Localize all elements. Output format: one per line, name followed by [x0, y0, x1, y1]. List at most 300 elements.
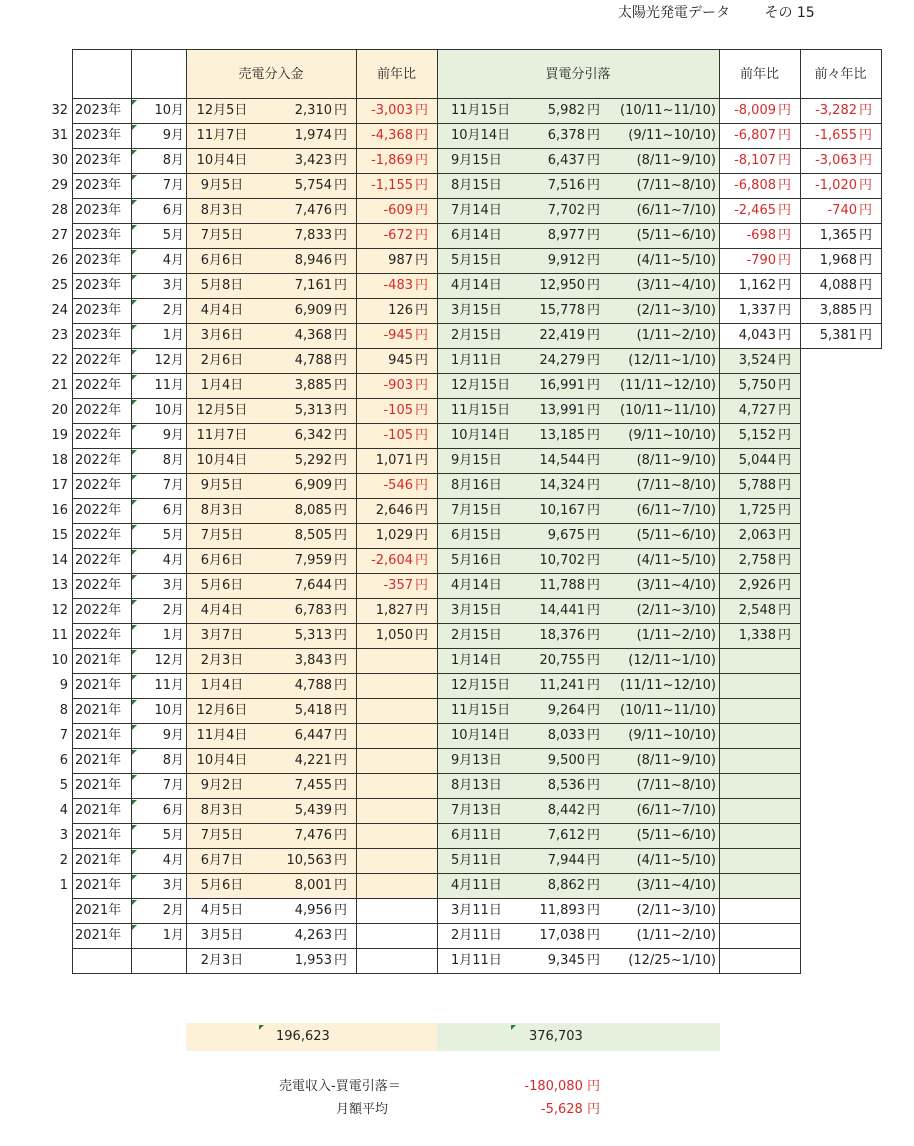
buy-date: 10月14日: [451, 728, 511, 743]
buy-period: (8/11~9/10): [636, 453, 716, 468]
buy-unit: 円: [587, 678, 601, 693]
month-label: 2月: [162, 303, 184, 318]
row-index: 2: [59, 853, 68, 868]
sell-date: 6月6日: [200, 253, 244, 268]
sell-amount: 5,292: [294, 453, 332, 468]
buy-period: (7/11~8/10): [636, 778, 716, 793]
sell-yoy-value: -4,368: [371, 128, 413, 143]
buy-yoy-cell: [719, 648, 801, 674]
buy-amount: 17,038: [539, 928, 585, 943]
buy-yoy-unit: 円: [778, 628, 792, 643]
buy-amount: 22,419: [539, 328, 585, 343]
sell-amount: 7,161: [294, 278, 332, 293]
buy-amount: 10,167: [539, 503, 585, 518]
buy-period: (2/11~3/10): [636, 903, 716, 918]
row-index: 8: [59, 703, 68, 718]
sell-date: 10月4日: [196, 453, 248, 468]
buy-yoy-value: 1,337: [738, 303, 776, 318]
buy-period: (10/11~11/10): [620, 103, 716, 118]
year-label: 2021年: [75, 753, 122, 768]
buy-amount: 9,675: [547, 528, 585, 543]
sell-amount: 5,439: [294, 803, 332, 818]
sell-unit: 円: [334, 503, 348, 518]
buy-date: 3月15日: [451, 303, 502, 318]
sell-yoy-value: -1,869: [371, 153, 413, 168]
buy-unit: 円: [587, 603, 601, 618]
sell-unit: 円: [334, 728, 348, 743]
buy-unit: 円: [587, 803, 601, 818]
buy-date: 12月15日: [451, 378, 511, 393]
month-label: 11月: [154, 378, 184, 393]
header-buy-yoy-label: 前年比: [739, 67, 779, 82]
diff-label: 売電収入-買電引落＝: [279, 1079, 401, 1094]
row-index: 30: [51, 153, 68, 168]
sell-unit: 円: [334, 228, 348, 243]
sell-amount: 4,221: [294, 753, 332, 768]
buy-amount: 9,912: [547, 253, 585, 268]
buy-unit: 円: [587, 553, 601, 568]
buy-amount: 9,345: [547, 953, 585, 968]
buy-yoy-unit: 円: [778, 203, 792, 218]
sell-amount: 8,085: [294, 503, 332, 518]
sell-amount: 1,953: [294, 953, 332, 968]
buy-period: (3/11~4/10): [636, 278, 716, 293]
buy-yoy-unit: 円: [778, 353, 792, 368]
sell-amount: 3,885: [294, 378, 332, 393]
month-label: 1月: [162, 928, 184, 943]
buy-yoy-unit: 円: [778, 403, 792, 418]
buy-unit: 円: [587, 353, 601, 368]
sell-yoy-unit: 円: [415, 178, 429, 193]
buy-period: (8/11~9/10): [636, 153, 716, 168]
buy-period: (6/11~7/10): [636, 803, 716, 818]
buy-date: 12月15日: [451, 678, 511, 693]
sell-date: 8月3日: [200, 503, 244, 518]
sell-date: 5月6日: [200, 578, 244, 593]
buy-unit: 円: [587, 153, 601, 168]
header-buy-yoy2-label: 前々年比: [814, 67, 867, 82]
sell-amount: 10,563: [286, 853, 332, 868]
row-index: 20: [51, 403, 68, 418]
diff-value: -180,080 円: [524, 1079, 600, 1094]
sell-yoy-value: 1,071: [375, 453, 413, 468]
sell-date: 7月5日: [200, 528, 244, 543]
sell-date: 8月3日: [200, 803, 244, 818]
sell-yoy-unit: 円: [415, 603, 429, 618]
buy-yoy2-value: 1,365: [819, 228, 857, 243]
row-index: 23: [51, 328, 68, 343]
year-label: 2023年: [75, 328, 122, 343]
sell-yoy-unit: 円: [415, 503, 429, 518]
buy-yoy-value: 5,044: [738, 453, 776, 468]
buy-yoy-value: -790: [746, 253, 776, 268]
year-label: 2021年: [75, 903, 122, 918]
buy-unit: 円: [587, 853, 601, 868]
buy-yoy2-value: -3,063: [815, 153, 857, 168]
buy-yoy2-unit: 円: [859, 228, 873, 243]
buy-amount: 14,441: [539, 603, 585, 618]
sell-amount: 1,974: [294, 128, 332, 143]
month-label: 9月: [162, 728, 184, 743]
sell-amount: 4,263: [294, 928, 332, 943]
buy-amount: 11,241: [539, 678, 585, 693]
buy-yoy-unit: 円: [778, 603, 792, 618]
buy-yoy2-unit: 円: [859, 278, 873, 293]
year-label: 2021年: [75, 828, 122, 843]
sell-unit: 円: [334, 528, 348, 543]
sell-yoy-unit: 円: [415, 453, 429, 468]
row-index: 25: [51, 278, 68, 293]
month-label: 9月: [162, 428, 184, 443]
buy-period: (2/11~3/10): [636, 603, 716, 618]
year-label: 2022年: [75, 628, 122, 643]
sell-yoy-unit: 円: [415, 153, 429, 168]
month-label: 8月: [162, 153, 184, 168]
sell-unit: 円: [334, 653, 348, 668]
buy-yoy-unit: 円: [778, 478, 792, 493]
buy-unit: 円: [587, 228, 601, 243]
year-label: 2022年: [75, 578, 122, 593]
month-label: 10月: [154, 403, 184, 418]
sell-date: 11月7日: [196, 428, 248, 443]
year-label: 2022年: [75, 378, 122, 393]
buy-yoy2-unit: 円: [859, 103, 873, 118]
year-label: 2021年: [75, 853, 122, 868]
buy-date: 7月14日: [451, 203, 502, 218]
sell-yoy-value: 1,827: [375, 603, 413, 618]
month-label: 3月: [162, 578, 184, 593]
buy-period: (8/11~9/10): [636, 753, 716, 768]
month-label: 5月: [162, 228, 184, 243]
sell-amount: 3,843: [294, 653, 332, 668]
buy-yoy-cell: [719, 948, 801, 974]
sell-unit: 円: [334, 878, 348, 893]
sell-yoy-unit: 円: [415, 253, 429, 268]
buy-unit: 円: [587, 928, 601, 943]
row-index: 16: [51, 503, 68, 518]
buy-amount: 13,185: [539, 428, 585, 443]
sell-unit: 円: [334, 828, 348, 843]
sell-date: 10月4日: [196, 153, 248, 168]
buy-amount: 5,982: [547, 103, 585, 118]
buy-yoy-unit: 円: [778, 178, 792, 193]
buy-period: (3/11~4/10): [636, 878, 716, 893]
buy-yoy-value: 5,788: [738, 478, 776, 493]
year-label: 2022年: [75, 353, 122, 368]
buy-date: 11月15日: [451, 103, 511, 118]
buy-unit: 円: [587, 103, 601, 118]
sell-yoy-unit: 円: [415, 328, 429, 343]
buy-date: 6月14日: [451, 228, 502, 243]
buy-unit: 円: [587, 203, 601, 218]
sell-unit: 円: [334, 678, 348, 693]
buy-yoy-value: -6,807: [734, 128, 776, 143]
row-index: 31: [51, 128, 68, 143]
buy-yoy2-value: 1,968: [819, 253, 857, 268]
sell-unit: 円: [334, 378, 348, 393]
sell-yoy-value: -945: [383, 328, 413, 343]
sell-date: 9月2日: [200, 778, 244, 793]
sell-unit: 円: [334, 403, 348, 418]
sell-yoy-unit: 円: [415, 628, 429, 643]
sell-amount: 6,909: [294, 303, 332, 318]
sell-yoy-cell: [356, 798, 438, 824]
buy-unit: 円: [587, 128, 601, 143]
buy-period: (4/11~5/10): [636, 853, 716, 868]
buy-yoy-unit: 円: [778, 328, 792, 343]
buy-amount: 8,862: [547, 878, 585, 893]
sell-amount: 4,368: [294, 328, 332, 343]
month-label: 8月: [162, 453, 184, 468]
header-sell-yoy-label: 前年比: [376, 67, 416, 82]
buy-unit: 円: [587, 528, 601, 543]
sell-amount: 6,783: [294, 603, 332, 618]
sell-unit: 円: [334, 453, 348, 468]
sell-yoy-value: -105: [383, 403, 413, 418]
buy-unit: 円: [587, 378, 601, 393]
sell-unit: 円: [334, 953, 348, 968]
sell-date: 7月5日: [200, 228, 244, 243]
row-index: 28: [51, 203, 68, 218]
buy-period: (3/11~4/10): [636, 578, 716, 593]
year-cell: [72, 948, 132, 974]
sell-yoy-unit: 円: [415, 578, 429, 593]
sell-unit: 円: [334, 803, 348, 818]
sell-date: 6月6日: [200, 553, 244, 568]
buy-date: 9月13日: [451, 753, 502, 768]
sell-yoy-value: -609: [383, 203, 413, 218]
sell-amount: 7,644: [294, 578, 332, 593]
sell-unit: 円: [334, 178, 348, 193]
row-index: 11: [51, 628, 68, 643]
sell-date: 4月5日: [200, 903, 244, 918]
month-label: 8月: [162, 753, 184, 768]
sell-date: 1月4日: [200, 678, 244, 693]
buy-date: 9月15日: [451, 453, 502, 468]
buy-unit: 円: [587, 428, 601, 443]
row-index: 21: [51, 378, 68, 393]
sell-date: 10月4日: [196, 753, 248, 768]
buy-yoy-cell: [719, 798, 801, 824]
buy-period: (10/11~11/10): [620, 403, 716, 418]
year-label: 2023年: [75, 278, 122, 293]
buy-amount: 10,702: [539, 553, 585, 568]
year-label: 2023年: [75, 128, 122, 143]
row-index: 32: [51, 103, 68, 118]
sell-yoy-cell: [356, 673, 438, 699]
buy-yoy2-value: -3,282: [815, 103, 857, 118]
buy-amount: 11,788: [539, 578, 585, 593]
sell-date: 5月8日: [200, 278, 244, 293]
row-index: 17: [51, 478, 68, 493]
month-label: 10月: [154, 703, 184, 718]
buy-amount: 9,500: [547, 753, 585, 768]
buy-date: 7月15日: [451, 503, 502, 518]
avg-value: -5,628 円: [540, 1102, 600, 1117]
buy-period: (1/11~2/10): [636, 928, 716, 943]
sell-date: 2月6日: [200, 353, 244, 368]
sell-amount: 8,946: [294, 253, 332, 268]
sell-yoy-value: -357: [383, 578, 413, 593]
buy-unit: 円: [587, 878, 601, 893]
buy-date: 2月11日: [451, 928, 502, 943]
month-label: 12月: [154, 353, 184, 368]
buy-yoy2-unit: 円: [859, 203, 873, 218]
buy-yoy-cell: [719, 848, 801, 874]
year-label: 2023年: [75, 203, 122, 218]
sell-yoy-value: -672: [383, 228, 413, 243]
year-label: 2022年: [75, 453, 122, 468]
buy-unit: 円: [587, 178, 601, 193]
sell-unit: 円: [334, 103, 348, 118]
buy-yoy2-unit: 円: [859, 128, 873, 143]
sell-unit: 円: [334, 153, 348, 168]
sell-yoy-cell: [356, 848, 438, 874]
sell-unit: 円: [334, 578, 348, 593]
row-index: 15: [51, 528, 68, 543]
sell-amount: 8,505: [294, 528, 332, 543]
sell-yoy-value: -3,003: [371, 103, 413, 118]
sell-yoy-cell: [356, 948, 438, 974]
buy-yoy-value: -698: [746, 228, 776, 243]
sell-date: 3月5日: [200, 928, 244, 943]
month-label: 6月: [162, 803, 184, 818]
sell-unit: 円: [334, 703, 348, 718]
row-index: 27: [51, 228, 68, 243]
sell-yoy-unit: 円: [415, 378, 429, 393]
sell-amount: 2,310: [294, 103, 332, 118]
row-index: 26: [51, 253, 68, 268]
row-index: 7: [59, 728, 68, 743]
buy-period: (1/11~2/10): [636, 628, 716, 643]
sell-unit: 円: [334, 303, 348, 318]
sell-date: 6月7日: [200, 853, 244, 868]
sell-amount: 4,788: [294, 678, 332, 693]
month-label: 10月: [154, 103, 184, 118]
buy-date: 4月14日: [451, 278, 502, 293]
year-label: 2021年: [75, 728, 122, 743]
buy-period: (10/11~11/10): [620, 703, 716, 718]
buy-date: 3月11日: [451, 903, 502, 918]
year-label: 2023年: [75, 303, 122, 318]
buy-amount: 11,893: [539, 903, 585, 918]
buy-yoy-unit: 円: [778, 553, 792, 568]
header-buy-label: 買電分引落: [545, 67, 611, 82]
year-label: 2021年: [75, 703, 122, 718]
sell-yoy-unit: 円: [415, 478, 429, 493]
month-label: 7月: [162, 178, 184, 193]
sell-yoy-unit: 円: [415, 203, 429, 218]
buy-amount: 13,991: [539, 403, 585, 418]
year-label: 2022年: [75, 503, 122, 518]
buy-unit: 円: [587, 403, 601, 418]
buy-unit: 円: [587, 778, 601, 793]
sell-yoy-unit: 円: [415, 553, 429, 568]
buy-unit: 円: [587, 828, 601, 843]
month-label: 1月: [162, 628, 184, 643]
buy-yoy-value: 1,725: [738, 503, 776, 518]
buy-unit: 円: [587, 628, 601, 643]
buy-yoy-value: -6,808: [734, 178, 776, 193]
sell-date: 11月7日: [196, 128, 248, 143]
row-index: 18: [51, 453, 68, 468]
sell-yoy-cell: [356, 898, 438, 924]
buy-yoy-value: 3,524: [738, 353, 776, 368]
sell-yoy-value: 945: [388, 353, 413, 368]
buy-unit: 円: [587, 453, 601, 468]
buy-yoy-unit: 円: [778, 578, 792, 593]
sell-amount: 5,313: [294, 628, 332, 643]
buy-period: (11/11~12/10): [620, 378, 716, 393]
month-label: 7月: [162, 478, 184, 493]
buy-amount: 8,442: [547, 803, 585, 818]
month-label: 9月: [162, 128, 184, 143]
buy-date: 10月14日: [451, 428, 511, 443]
buy-period: (6/11~7/10): [636, 503, 716, 518]
sell-unit: 円: [334, 928, 348, 943]
sell-yoy-value: 2,646: [375, 503, 413, 518]
buy-period: (1/11~2/10): [636, 328, 716, 343]
sell-unit: 円: [334, 603, 348, 618]
buy-yoy-value: 2,548: [738, 603, 776, 618]
sell-unit: 円: [334, 553, 348, 568]
buy-period: (7/11~8/10): [636, 478, 716, 493]
buy-yoy2-unit: 円: [859, 178, 873, 193]
row-index: 22: [51, 353, 68, 368]
buy-yoy-value: 1,338: [738, 628, 776, 643]
buy-yoy-unit: 円: [778, 428, 792, 443]
buy-amount: 14,544: [539, 453, 585, 468]
buy-yoy-cell: [719, 923, 801, 949]
buy-yoy-value: 4,043: [738, 328, 776, 343]
sell-date: 7月5日: [200, 828, 244, 843]
sell-yoy-unit: 円: [415, 278, 429, 293]
row-index: 1: [59, 878, 68, 893]
sell-yoy-unit: 円: [415, 428, 429, 443]
buy-unit: 円: [587, 278, 601, 293]
year-label: 2022年: [75, 478, 122, 493]
year-label: 2023年: [75, 103, 122, 118]
buy-amount: 14,324: [539, 478, 585, 493]
buy-amount: 7,612: [547, 828, 585, 843]
row-index: 9: [59, 678, 68, 693]
avg-label: 月額平均: [336, 1102, 389, 1117]
title-main: 太陽光発電データ: [618, 5, 730, 21]
sell-yoy-value: 987: [388, 253, 413, 268]
row-index: 10: [51, 653, 68, 668]
buy-date: 2月15日: [451, 628, 502, 643]
buy-period: (11/11~12/10): [620, 678, 716, 693]
buy-period: (4/11~5/10): [636, 553, 716, 568]
sell-date: 9月5日: [200, 478, 244, 493]
row-index: 5: [59, 778, 68, 793]
buy-unit: 円: [587, 753, 601, 768]
buy-unit: 円: [587, 328, 601, 343]
sell-unit: 円: [334, 278, 348, 293]
row-index: 13: [51, 578, 68, 593]
month-label: 2月: [162, 903, 184, 918]
buy-yoy-value: 5,750: [738, 378, 776, 393]
buy-date: 11月15日: [451, 703, 511, 718]
sell-yoy-value: -105: [383, 428, 413, 443]
header-blank: [72, 49, 132, 99]
month-label: 6月: [162, 503, 184, 518]
buy-date: 8月16日: [451, 478, 502, 493]
cell-marker: [259, 1025, 264, 1030]
buy-period: (12/25~1/10): [628, 953, 716, 968]
sell-date: 5月6日: [200, 878, 244, 893]
buy-yoy-cell: [719, 673, 801, 699]
